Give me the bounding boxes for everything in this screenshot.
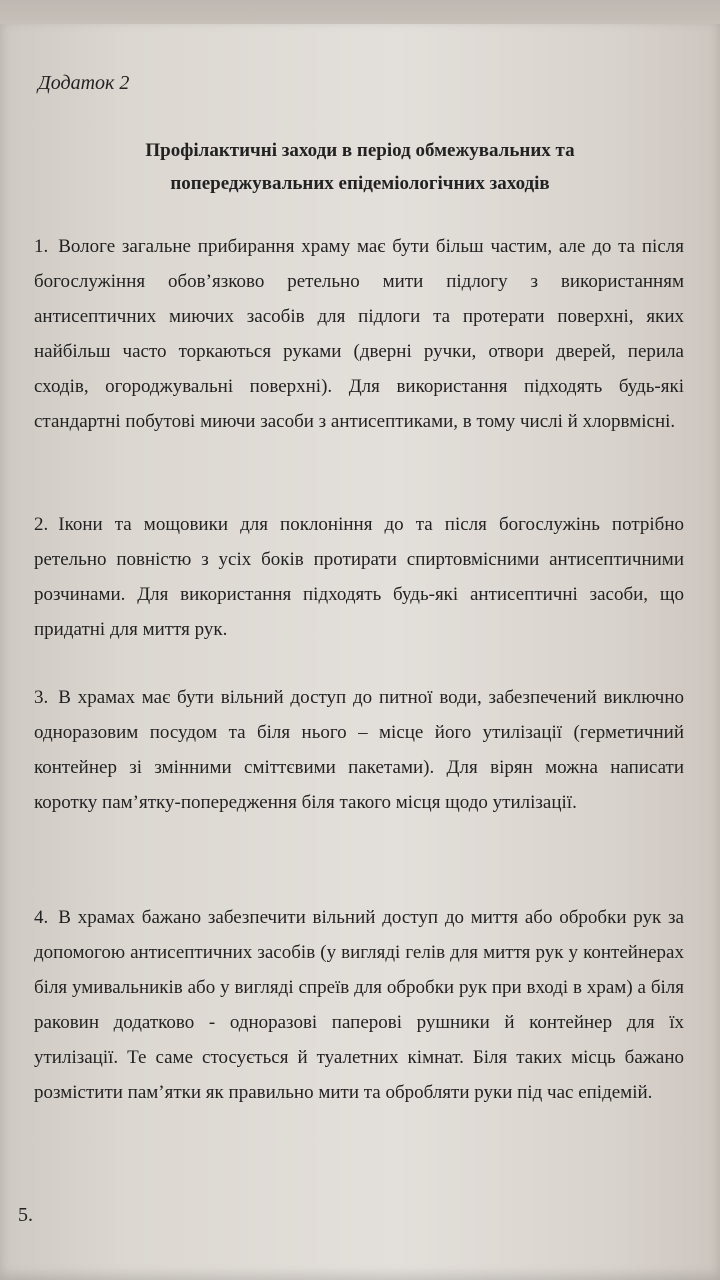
paragraph-2 [34,507,684,647]
paragraph-number: 3. [34,687,49,708]
title-line-1: Профілактичні заходи в період обмежувальних та [145,140,575,161]
paragraph-number: 4. [34,907,49,928]
paragraph-number: 2. [34,514,49,535]
paragraph-text: Ікони та мощовики для поклоніння до та після богослужінь потрібно ретельно повністю з усіх боків протирати спиртовмісними антисептичними розчинами. Для використання підходять будь-які антисептичні засоби, що придатні для миття рук. [34,514,684,640]
paragraph-text: В храмах бажано забезпечити вільний доступ до миття або обробки рук за допомогою антисептичних засобів (у вигляді гелів для миття рук у контейнерах біля умивальників або у вигляді спреїв для обробки рук при вході в храм) а біля раковин додатково - одноразові паперові рушники й контейнер для їх утилізації. Те саме стосується й туалетних кімнат. Біля таких місць бажано розмістити пам’ятки як правильно мити та обробляти руки під час епідемій. [34,907,684,1103]
paragraph-3 [34,680,684,820]
paragraph-number: 1. [34,236,49,257]
paragraph-4 [34,900,684,1110]
paragraph-1 [34,229,684,439]
document-title [60,134,660,200]
paper-sheet [0,24,720,1280]
appendix-label: Додаток 2 [38,72,130,94]
title-line-2: попереджувальних епідеміологічних заходів [170,173,550,194]
next-item-number: 5. [18,1204,33,1226]
paragraph-text: Вологе загальне прибирання храму має бути більш частим, але до та після богослужіння обов’язково ретельно мити підлогу з використанням антисептичних миючих засобів для підлоги та протерати поверхні, яких найбільш часто торкаються руками (дверні ручки, отвори дверей, перила сходів, огороджувальні поверхні). Для використання підходять будь-які стандартні побутові миючи засоби з антисептиками, в тому числі й хлорвмісні. [34,236,684,432]
paragraph-text: В храмах має бути вільний доступ до питної води, забезпечений виключно одноразовим посудом та біля нього – місце його утилізації (герметичний контейнер зі змінними сміттєвими пакетами). Для вірян можна написати коротку пам’ятку-попередження біля такого місця щодо утилізації. [34,687,684,813]
